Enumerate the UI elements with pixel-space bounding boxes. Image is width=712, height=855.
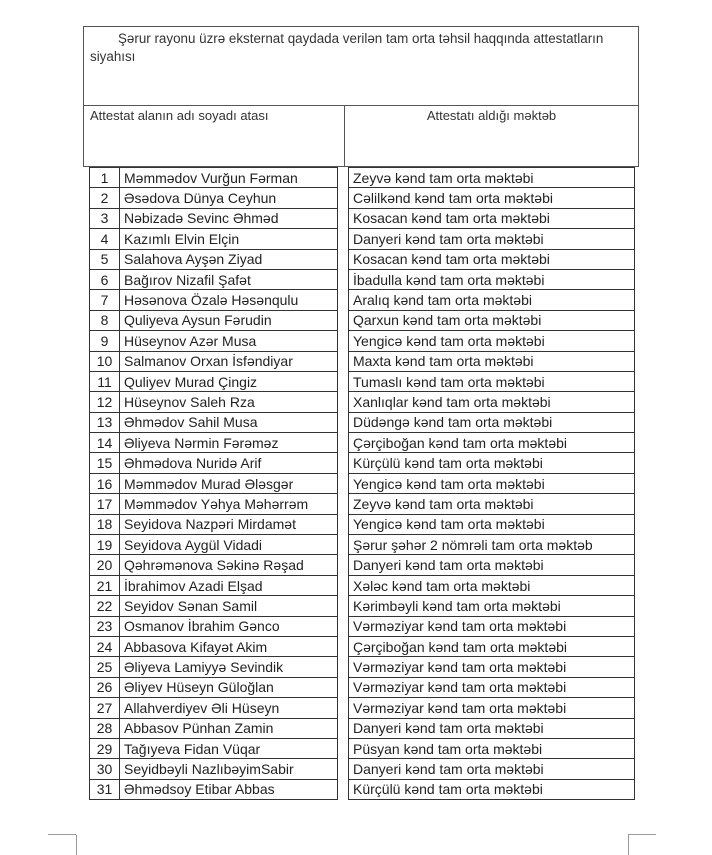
school-column-header-box: [344, 105, 639, 167]
table-row: [90, 188, 338, 208]
student-name: Kazımlı Elvin Elçin: [120, 229, 338, 249]
table-row: [349, 677, 635, 697]
table-row: [349, 779, 635, 799]
title-box: [83, 26, 639, 106]
table-row: [90, 555, 338, 575]
table-row: [90, 535, 338, 555]
table-row: [90, 575, 338, 595]
school-name: Çərçiboğan kənd tam orta məktəbi: [349, 433, 635, 453]
student-name: Əhmədsoy Etibar Abbas: [120, 779, 338, 799]
table-row: [349, 535, 635, 555]
school-column-header: Attestatı aldığı məktəb: [426, 108, 557, 123]
school-name: Maxta kənd tam orta məktəbi: [349, 351, 635, 371]
table-row: [349, 698, 635, 718]
row-number: 27: [90, 698, 120, 718]
student-name: Məmmədov Murad Ələsgər: [120, 473, 338, 493]
student-name: Əliyeva Nərmin Fərəməz: [120, 433, 338, 453]
school-name: Düdəngə kənd tam orta məktəbi: [349, 412, 635, 432]
row-number: 28: [90, 718, 120, 738]
table-row: [349, 494, 635, 514]
name-column-header-box: [83, 105, 345, 167]
table-row: [349, 453, 635, 473]
row-number: 25: [90, 657, 120, 677]
table-row: [349, 188, 635, 208]
school-name: Xələc kənd tam orta məktəbi: [349, 575, 635, 595]
student-name: Seyidov Sənan Samil: [120, 596, 338, 616]
table-row: [349, 229, 635, 249]
table-row: [349, 249, 635, 269]
table-row: [90, 351, 338, 371]
table-row: [90, 371, 338, 391]
row-number: 12: [90, 392, 120, 412]
row-number: 2: [90, 188, 120, 208]
school-name: Çərçiboğan kənd tam orta məktəbi: [349, 636, 635, 656]
student-name: Osmanov İbrahim Gənco: [120, 616, 338, 636]
table-row: [90, 514, 338, 534]
table-row: [90, 596, 338, 616]
table-row: [349, 290, 635, 310]
student-name: Əhmədov Sahil Musa: [120, 412, 338, 432]
table-row: [90, 494, 338, 514]
table-row: [90, 738, 338, 758]
table-row: [349, 738, 635, 758]
student-name: Məmmədov Yəhya Məhərrəm: [120, 494, 338, 514]
row-number: 22: [90, 596, 120, 616]
student-name: Quliyeva Aysun Fərudin: [120, 310, 338, 330]
table-row: [90, 229, 338, 249]
table-row: [90, 718, 338, 738]
school-name: Kosacan kənd tam orta məktəbi: [349, 249, 635, 269]
school-name: Vərməziyar kənd tam orta məktəbi: [349, 677, 635, 697]
row-number: 30: [90, 759, 120, 779]
page-corner-mark: [62, 835, 77, 855]
table-row: [349, 412, 635, 432]
table-row: [90, 759, 338, 779]
student-name: Quliyev Murad Çingiz: [120, 371, 338, 391]
table-row: [349, 331, 635, 351]
row-number: 6: [90, 269, 120, 289]
row-number: 19: [90, 535, 120, 555]
row-number: 13: [90, 412, 120, 432]
table-row: [349, 636, 635, 656]
table-row: [349, 392, 635, 412]
student-name: Əliyev Hüseyn Güloğlan: [120, 677, 338, 697]
table-row: [349, 371, 635, 391]
student-name: Seyidova Aygül Vidadi: [120, 535, 338, 555]
row-number: 8: [90, 310, 120, 330]
student-name: Əhmədova Nuridə Arif: [120, 453, 338, 473]
table-row: [349, 208, 635, 228]
school-name: Yengicə kənd tam orta məktəbi: [349, 331, 635, 351]
school-name: Danyeri kənd tam orta məktəbi: [349, 555, 635, 575]
table-row: [349, 596, 635, 616]
table-row: [90, 310, 338, 330]
table-row: [90, 677, 338, 697]
table-row: [90, 698, 338, 718]
student-name: Nəbizadə Sevinc Əhməd: [120, 208, 338, 228]
page-corner-mark: [628, 835, 643, 855]
table-row: [90, 290, 338, 310]
table-row: [349, 310, 635, 330]
student-name: Abbasov Pünhan Zamin: [120, 718, 338, 738]
student-name: Bağırov Nizafil Şafət: [120, 269, 338, 289]
row-number: 21: [90, 575, 120, 595]
table-row: [90, 331, 338, 351]
row-number: 15: [90, 453, 120, 473]
row-number: 18: [90, 514, 120, 534]
school-name: Tumaslı kənd tam orta məktəbi: [349, 371, 635, 391]
name-column-header: Attestat alanın adı soyadı atası: [90, 108, 269, 123]
student-name: Məmmədov Vurğun Fərman: [120, 168, 338, 188]
school-name: Kərimbəyli kənd tam orta məktəbi: [349, 596, 635, 616]
table-row: [349, 657, 635, 677]
document-title: Şərur rayonu üzrə eksternat qaydada verilən tam orta təhsil haqqında attestatların siyahısı: [90, 31, 604, 64]
school-name: Kosacan kənd tam orta məktəbi: [349, 208, 635, 228]
school-name: Püsyan kənd tam orta məktəbi: [349, 738, 635, 758]
student-name: Hüseynov Saleh Rza: [120, 392, 338, 412]
school-name: Qarxun kənd tam orta məktəbi: [349, 310, 635, 330]
table-row: [90, 433, 338, 453]
table-row: [90, 168, 338, 188]
table-row: [349, 514, 635, 534]
table-row: [349, 616, 635, 636]
student-name: Allahverdiyev Əli Hüseyn: [120, 698, 338, 718]
row-number: 7: [90, 290, 120, 310]
table-row: [90, 779, 338, 799]
table-row: [349, 555, 635, 575]
names-table: [89, 167, 338, 800]
row-number: 9: [90, 331, 120, 351]
student-name: Həsənova Özalə Həsənqulu: [120, 290, 338, 310]
school-name: Yengicə kənd tam orta məktəbi: [349, 514, 635, 534]
table-row: [349, 718, 635, 738]
schools-table: [348, 167, 635, 800]
table-row: [90, 208, 338, 228]
school-name: Zeyvə kənd tam orta məktəbi: [349, 494, 635, 514]
school-name: İbadulla kənd tam orta məktəbi: [349, 269, 635, 289]
row-number: 24: [90, 636, 120, 656]
row-number: 5: [90, 249, 120, 269]
student-name: Seyidbəyli NazlıbəyimSabir: [120, 759, 338, 779]
row-number: 14: [90, 433, 120, 453]
table-row: [349, 433, 635, 453]
table-row: [90, 657, 338, 677]
student-name: Əsədova Dünya Ceyhun: [120, 188, 338, 208]
student-name: İbrahimov Azadi Elşad: [120, 575, 338, 595]
table-row: [90, 269, 338, 289]
student-name: Salmanov Orxan İsfəndiyar: [120, 351, 338, 371]
school-name: Kürçülü kənd tam orta məktəbi: [349, 453, 635, 473]
student-name: Abbasova Kifayət Akim: [120, 636, 338, 656]
row-number: 20: [90, 555, 120, 575]
student-name: Qəhrəmənova Səkinə Rəşad: [120, 555, 338, 575]
row-number: 26: [90, 677, 120, 697]
table-row: [90, 249, 338, 269]
table-row: [90, 392, 338, 412]
student-name: Tağıyeva Fidan Vüqar: [120, 738, 338, 758]
table-row: [349, 759, 635, 779]
school-name: Danyeri kənd tam orta məktəbi: [349, 759, 635, 779]
table-row: [349, 473, 635, 493]
table-row: [349, 351, 635, 371]
row-number: 3: [90, 208, 120, 228]
row-number: 11: [90, 371, 120, 391]
school-name: Aralıq kənd tam orta məktəbi: [349, 290, 635, 310]
school-name: Vərməziyar kənd tam orta məktəbi: [349, 698, 635, 718]
table-row: [90, 473, 338, 493]
row-number: 10: [90, 351, 120, 371]
table-row: [349, 168, 635, 188]
page-corner-mark: [628, 834, 656, 835]
school-name: Zeyvə kənd tam orta məktəbi: [349, 168, 635, 188]
row-number: 23: [90, 616, 120, 636]
school-name: Kürçülü kənd tam orta məktəbi: [349, 779, 635, 799]
school-name: Danyeri kənd tam orta məktəbi: [349, 718, 635, 738]
row-number: 4: [90, 229, 120, 249]
row-number: 29: [90, 738, 120, 758]
page-corner-mark: [48, 834, 76, 835]
row-number: 1: [90, 168, 120, 188]
student-name: Hüseynov Azər Musa: [120, 331, 338, 351]
school-name: Xanlıqlar kənd tam orta məktəbi: [349, 392, 635, 412]
table-row: [90, 616, 338, 636]
school-name: Cəlilkənd kənd tam orta məktəbi: [349, 188, 635, 208]
student-name: Salahova Ayşən Ziyad: [120, 249, 338, 269]
table-row: [90, 636, 338, 656]
school-name: Danyeri kənd tam orta məktəbi: [349, 229, 635, 249]
student-name: Əliyeva Lamiyyə Sevindik: [120, 657, 338, 677]
table-row: [90, 412, 338, 432]
school-name: Şərur şəhər 2 nömrəli tam orta məktəb: [349, 535, 635, 555]
row-number: 17: [90, 494, 120, 514]
school-name: Vərməziyar kənd tam orta məktəbi: [349, 657, 635, 677]
school-name: Yengicə kənd tam orta məktəbi: [349, 473, 635, 493]
row-number: 31: [90, 779, 120, 799]
school-name: Vərməziyar kənd tam orta məktəbi: [349, 616, 635, 636]
row-number: 16: [90, 473, 120, 493]
student-name: Seyidova Nazpəri Mirdamət: [120, 514, 338, 534]
table-row: [349, 269, 635, 289]
table-row: [90, 453, 338, 473]
table-row: [349, 575, 635, 595]
